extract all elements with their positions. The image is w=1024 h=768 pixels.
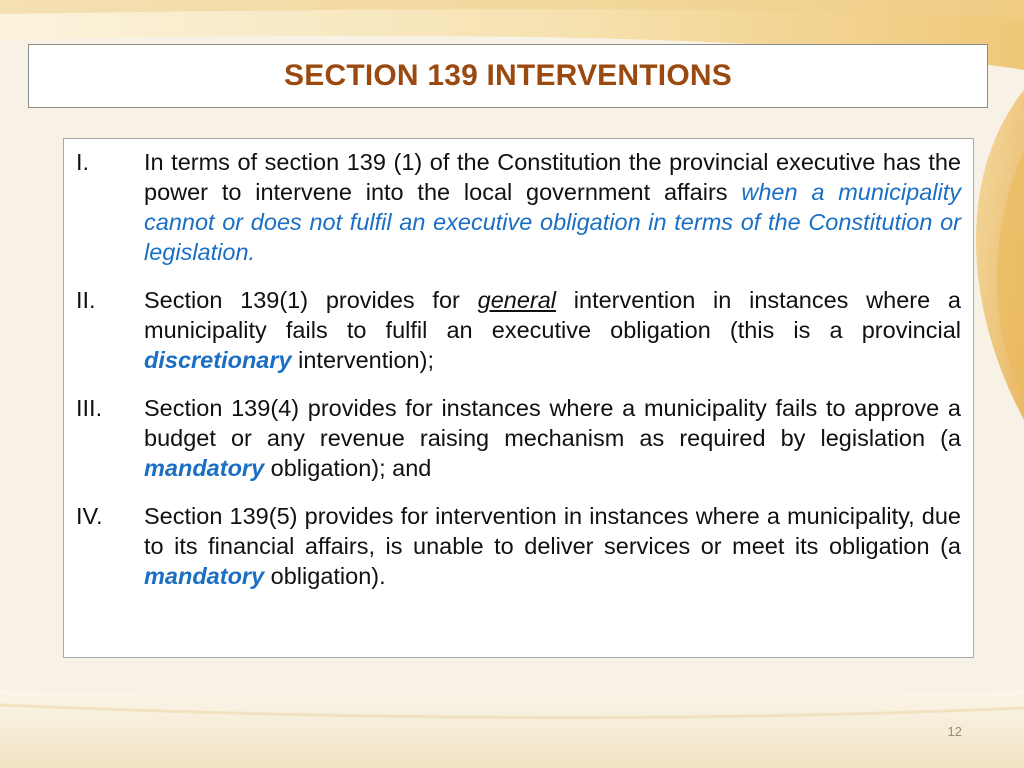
item-emphasis-text: mandatory	[144, 455, 265, 481]
item-text-before: Section 139(4) provides for instances where a municipality fails to approve a budget or any revenue raising mechanism as required by legislation (a	[144, 395, 961, 451]
list-item	[76, 393, 961, 483]
list-numeral: III.	[76, 395, 103, 421]
list-item	[76, 147, 961, 267]
list-item-text	[144, 285, 961, 375]
item-emphasis-text: mandatory	[144, 563, 265, 589]
list-item	[76, 285, 961, 375]
list-item	[76, 501, 961, 591]
item-text-plain: In terms of section 139 (1) of the Constitution the provincial executive has the power to intervene into the local government affairs	[144, 149, 961, 205]
item-emphasis-text: when a municipality cannot or does not fulfil an executive obligation in terms of the Constitution or legislation.	[144, 179, 961, 265]
item-emphasis-text: discretionary	[144, 347, 292, 373]
title-box	[28, 44, 988, 108]
list-item-text	[144, 393, 961, 483]
list-numeral: I.	[76, 149, 90, 175]
list-item-text	[144, 501, 961, 591]
item-text-after: intervention);	[291, 347, 434, 373]
slide-number: 12	[947, 724, 962, 739]
content-box	[63, 138, 974, 658]
list-item-text	[144, 147, 961, 267]
item-text-before: Section 139(1) provides for	[144, 287, 478, 313]
slide-title: SECTION 139 INTERVENTIONS	[284, 59, 732, 92]
item-text-after: obligation); and	[264, 455, 432, 481]
item-text-before: Section 139(5) provides for intervention in instances where a municipality, due to its financial affairs, is unable to deliver services or meet its obligation (a	[144, 503, 961, 559]
item-text-middle: intervention in instances where a municipality fails to fulfil an executive obligation (this is a provincial	[144, 287, 961, 343]
list-numeral: IV.	[76, 503, 103, 529]
item-underline-text: general	[477, 287, 557, 313]
list-numeral: II.	[76, 287, 96, 313]
item-text-after: obligation).	[264, 563, 386, 589]
